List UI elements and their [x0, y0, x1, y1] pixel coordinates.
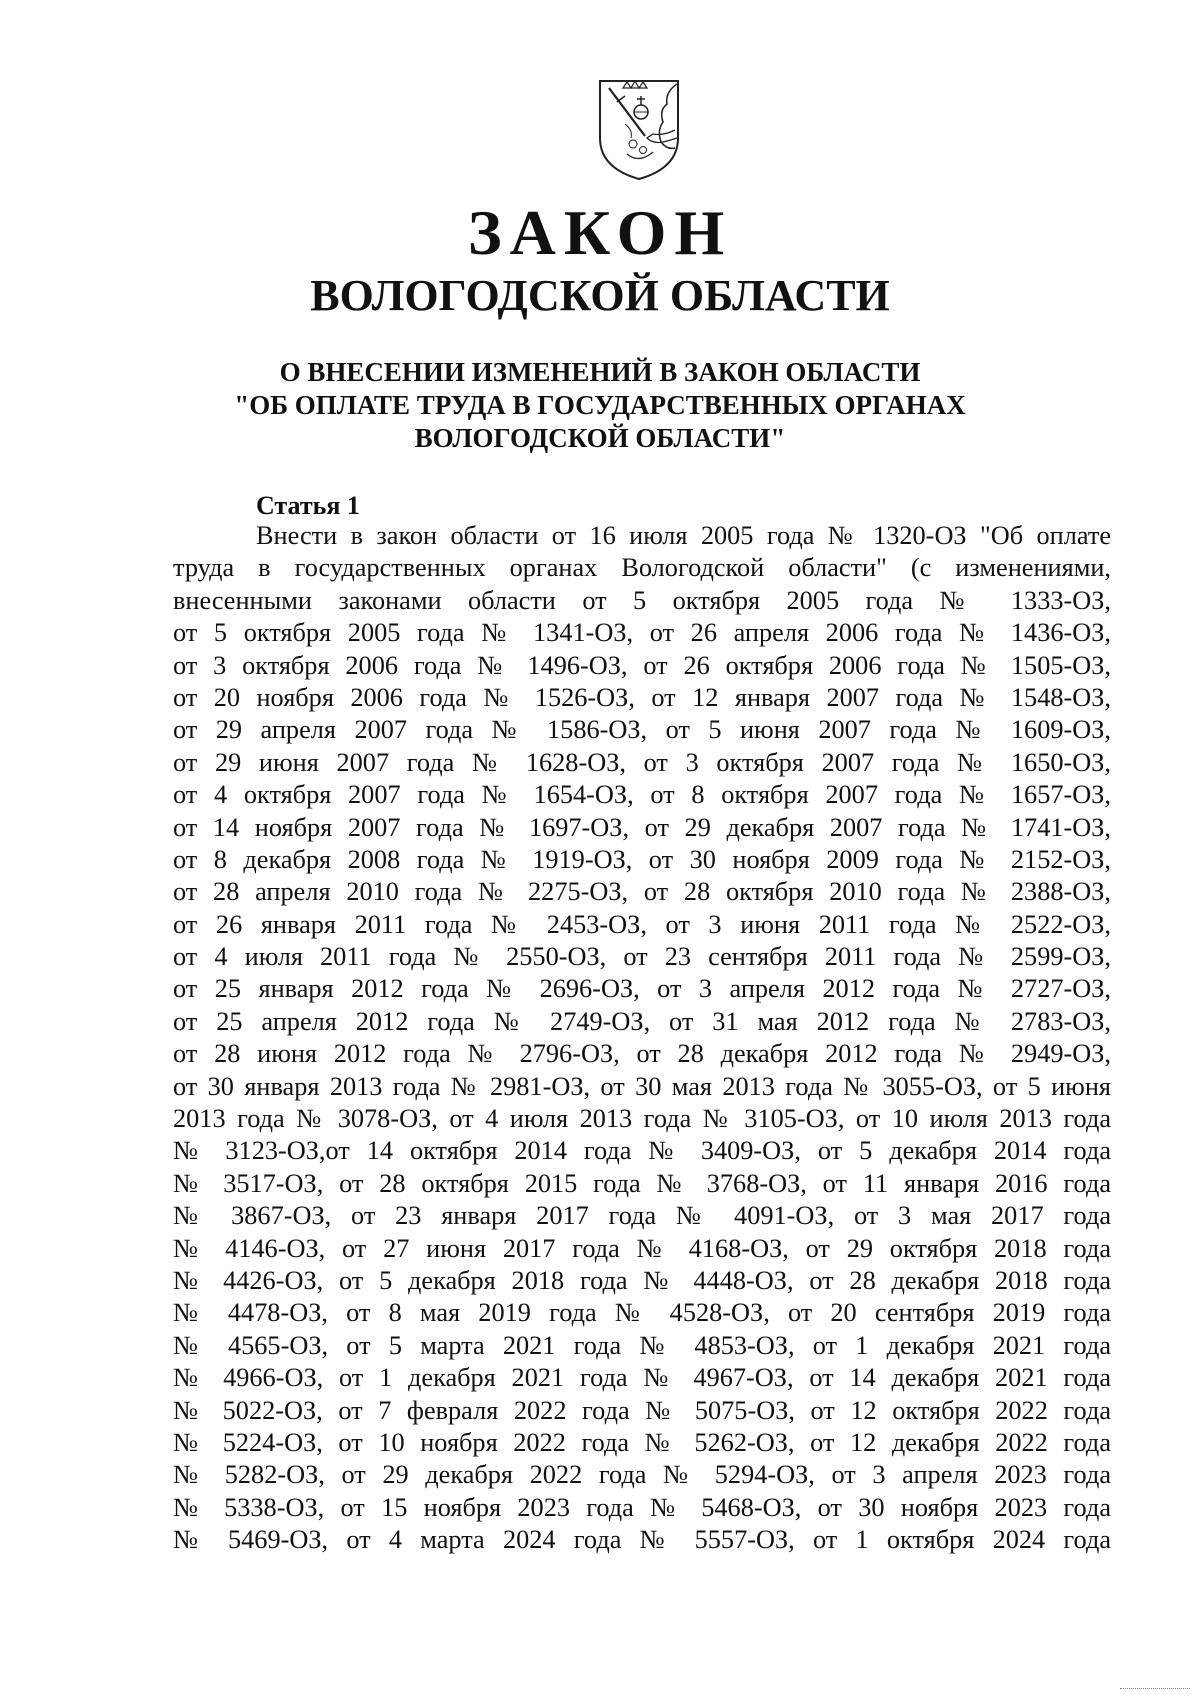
body-line: от 28 апреля 2010 года № 2275-ОЗ, от 28 октября 2010 года № 2388-ОЗ, [173, 877, 1111, 907]
body-line: от 20 ноября 2006 года № 1526-ОЗ, от 12 января 2007 года № 1548-ОЗ, [173, 682, 1111, 712]
subject-line: О ВНЕСЕНИИ ИЗМЕНЕНИЙ В ЗАКОН ОБЛАСТИ [279, 357, 921, 387]
body-line: от 29 апреля 2007 года № 1586-ОЗ, от 5 июня 2007 года № 1609-ОЗ, [173, 715, 1111, 745]
body-line: № 4966-ОЗ, от 1 декабря 2021 года № 4967-ОЗ, от 14 декабря 2021 года [173, 1363, 1111, 1393]
coat-of-arms-icon [597, 78, 681, 182]
body-line: 2013 года № 3078-ОЗ, от 4 июля 2013 года № 3105-ОЗ, от 10 июля 2013 года [173, 1104, 1111, 1134]
body-line: № 3517-ОЗ, от 28 октября 2015 года № 3768-ОЗ, от 11 января 2016 года [173, 1168, 1111, 1198]
body-line: от 29 июня 2007 года № 1628-ОЗ, от 3 октября 2007 года № 1650-ОЗ, [173, 747, 1111, 777]
body-line: внесенными законами области от 5 октября 2005 года № 1333-ОЗ, [173, 585, 1111, 615]
body-line: труда в государственных органах Вологодской области" (с изменениями, [173, 553, 1111, 583]
article-title: Статья 1 [256, 491, 360, 520]
body-line: № 5224-ОЗ, от 10 ноября 2022 года № 5262-ОЗ, от 12 декабря 2022 года [173, 1427, 1111, 1457]
body-line: № 4146-ОЗ, от 27 июня 2017 года № 4168-ОЗ, от 29 октября 2018 года [173, 1233, 1111, 1263]
body-line: от 8 декабря 2008 года № 1919-ОЗ, от 30 ноября 2009 года № 2152-ОЗ, [173, 844, 1111, 874]
body-line: от 4 июля 2011 года № 2550-ОЗ, от 23 сентября 2011 года № 2599-ОЗ, [173, 942, 1111, 972]
subject-line: "ОБ ОПЛАТЕ ТРУДА В ГОСУДАРСТВЕННЫХ ОРГАНАХ [234, 390, 966, 420]
body-line: № 5282-ОЗ, от 29 декабря 2022 года № 5294-ОЗ, от 3 апреля 2023 года [173, 1460, 1111, 1490]
scan-artifact [1120, 1682, 1190, 1689]
body-line: от 3 октября 2006 года № 1496-ОЗ, от 26 октября 2006 года № 1505-ОЗ, [173, 650, 1111, 680]
body-line: № 4426-ОЗ, от 5 декабря 2018 года № 4448-ОЗ, от 28 декабря 2018 года [173, 1265, 1111, 1295]
subject-line: ВОЛОГОДСКОЙ ОБЛАСТИ" [414, 423, 786, 453]
body-line: от 30 января 2013 года № 2981-ОЗ, от 30 мая 2013 года № 3055-ОЗ, от 5 июня [173, 1071, 1111, 1101]
body-line: от 26 января 2011 года № 2453-ОЗ, от 3 июня 2011 года № 2522-ОЗ, [173, 909, 1111, 939]
body-line: от 5 октября 2005 года № 1341-ОЗ, от 26 апреля 2006 года № 1436-ОЗ, [173, 618, 1111, 648]
document-region: ВОЛОГОДСКОЙ ОБЛАСТИ [310, 271, 890, 320]
body-line: № 4565-ОЗ, от 5 марта 2021 года № 4853-ОЗ, от 1 декабря 2021 года [173, 1330, 1111, 1360]
body-line: № 3867-ОЗ, от 23 января 2017 года № 4091-ОЗ, от 3 мая 2017 года [173, 1201, 1111, 1231]
body-line: № 4478-ОЗ, от 8 мая 2019 года № 4528-ОЗ, от 20 сентября 2019 года [173, 1298, 1111, 1328]
body-line: от 28 июня 2012 года № 2796-ОЗ, от 28 декабря 2012 года № 2949-ОЗ, [173, 1039, 1111, 1069]
body-line: № 5022-ОЗ, от 7 февраля 2022 года № 5075-ОЗ, от 12 октября 2022 года [173, 1395, 1111, 1425]
body-line: № 3123-ОЗ,от 14 октября 2014 года № 3409-ОЗ, от 5 декабря 2014 года [173, 1136, 1111, 1166]
body-line: № 5338-ОЗ, от 15 ноября 2023 года № 5468-ОЗ, от 30 ноября 2023 года [173, 1492, 1111, 1522]
body-line: от 4 октября 2007 года № 1654-ОЗ, от 8 октября 2007 года № 1657-ОЗ, [173, 780, 1111, 810]
body-line: от 14 ноября 2007 года № 1697-ОЗ, от 29 декабря 2007 года № 1741-ОЗ, [173, 812, 1111, 842]
article-body [173, 520, 1111, 1557]
document-subject [0, 356, 1200, 455]
body-line: Внести в закон области от 16 июля 2005 года № 1320-ОЗ "Об оплате [256, 521, 1111, 550]
body-line: № 5469-ОЗ, от 4 марта 2024 года № 5557-ОЗ, от 1 октября 2024 года [173, 1525, 1111, 1555]
body-line: от 25 января 2012 года № 2696-ОЗ, от 3 апреля 2012 года № 2727-ОЗ, [173, 974, 1111, 1004]
document-title: ЗАКОН [467, 197, 733, 268]
body-line: от 25 апреля 2012 года № 2749-ОЗ, от 31 мая 2012 года № 2783-ОЗ, [173, 1006, 1111, 1036]
